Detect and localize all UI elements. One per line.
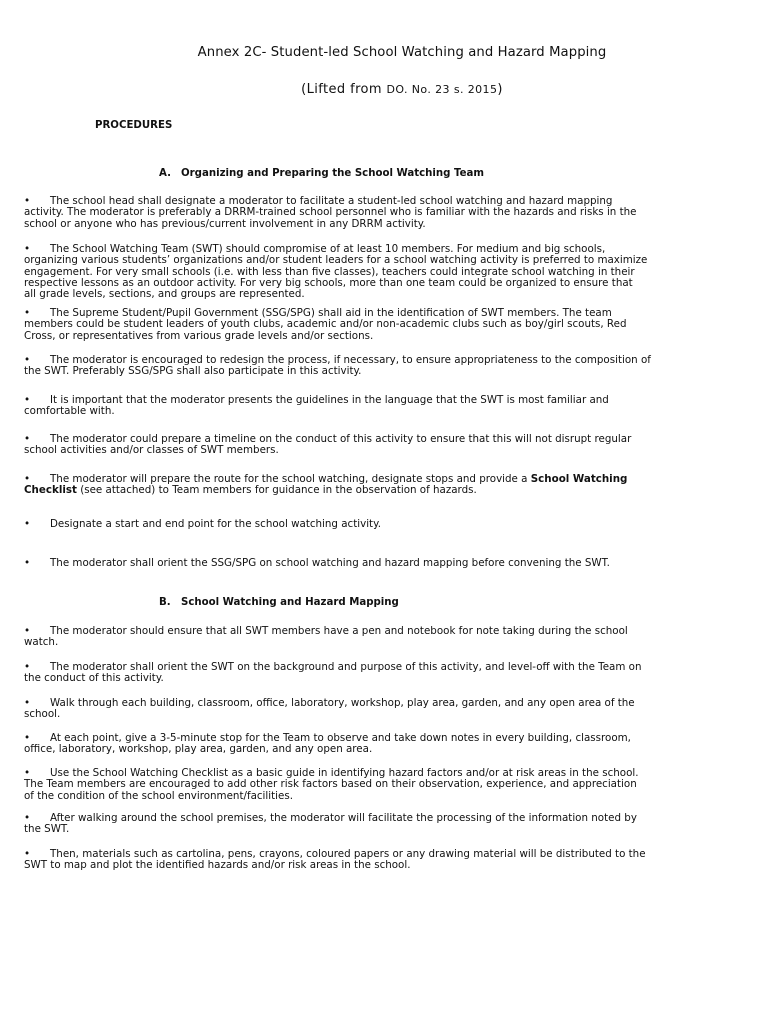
item-text: Cross, or representatives from various grade levels and/or sections. <box>24 329 374 342</box>
list-item <box>24 196 720 230</box>
bullet-icon: • <box>24 243 31 255</box>
section-b-heading <box>159 597 399 608</box>
item-text: activity. The moderator is preferably a DRRM-trained school personnel who is familiar with the hazards and risks in the <box>24 206 637 219</box>
item-text: Use the School Watching Checklist as a basic guide in identifying hazard factors and/or at risk areas in the school. <box>50 767 639 779</box>
section-a-title: Organizing and Preparing the School Watching Team <box>181 168 484 179</box>
item-text: The moderator will prepare the route for the school watching, designate stops and provide a <box>50 473 531 485</box>
list-item <box>24 733 720 756</box>
item-text: (see attached) to Team members for guidance in the observation of hazards. <box>76 484 477 497</box>
item-text: members could be student leaders of youth clubs, academic and/or non-academic clubs such as boy/girl scouts, Red <box>24 318 627 331</box>
item-text: The School Watching Team (SWT) should compromise of at least 10 members. For medium and big schools, <box>50 243 606 255</box>
bullet-icon: • <box>24 433 31 445</box>
item-text: SWT to map and plot the identified hazards and/or risk areas in the school. <box>24 859 411 872</box>
list-item <box>24 849 720 872</box>
document-title: Annex 2C- Student-led School Watching and Hazard Mapping <box>197 45 607 60</box>
bullet-icon: • <box>24 732 31 744</box>
item-text: school or anyone who has previous/current involvement in any DRRM activity. <box>24 217 426 230</box>
item-text: The school head shall designate a moderator to facilitate a student-led school watching and hazard mapping <box>50 195 613 207</box>
item-text: After walking around the school premises, the moderator will facilitate the processing of the information noted by <box>50 812 637 824</box>
subtitle-order: DO. No. 23 s. 2015 <box>386 83 498 96</box>
bullet-icon: • <box>24 848 31 860</box>
list-item <box>24 519 720 530</box>
item-text: Walk through each building, classroom, office, laboratory, workshop, play area, garden, and any open area of the <box>50 697 635 709</box>
bullet-icon: • <box>24 767 31 779</box>
subtitle-open: (Lifted from <box>301 82 387 97</box>
item-text: engagement. For very small schools (i.e. with less than five classes), teachers could integrate school watching in their <box>24 265 635 278</box>
section-a-letter: A. <box>159 168 171 179</box>
item-text: all grade levels, sections, and groups are represented. <box>24 288 305 301</box>
checklist-emphasis: Checklist <box>24 484 77 497</box>
list-item <box>24 308 720 342</box>
bullet-icon: • <box>24 473 31 485</box>
item-text: of the condition of the school environment/facilities. <box>24 789 294 802</box>
list-item <box>24 662 720 685</box>
item-text: The moderator should ensure that all SWT members have a pen and notebook for note taking during the school <box>50 625 628 637</box>
list-item <box>24 474 720 497</box>
bullet-icon: • <box>24 557 31 569</box>
item-text: It is important that the moderator presents the guidelines in the language that the SWT is most familiar and <box>50 394 609 406</box>
item-text: office, laboratory, workshop, play area, garden, and any open area. <box>24 743 373 756</box>
bullet-icon: • <box>24 518 31 530</box>
section-b-letter: B. <box>159 597 171 608</box>
list-item <box>24 355 720 378</box>
bullet-icon: • <box>24 697 31 709</box>
bullet-icon: • <box>24 661 31 673</box>
list-item <box>24 395 720 418</box>
bullet-icon: • <box>24 354 31 366</box>
bullet-icon: • <box>24 625 31 637</box>
checklist-emphasis: School Watching <box>530 473 628 485</box>
item-text: the conduct of this activity. <box>24 672 164 685</box>
item-text: the SWT. <box>24 823 70 836</box>
bullet-icon: • <box>24 812 31 824</box>
bullet-icon: • <box>24 394 31 406</box>
list-item <box>24 626 720 649</box>
list-item <box>24 768 720 802</box>
item-text: The moderator could prepare a timeline on the conduct of this activity to ensure that this will not disrupt regular <box>50 433 632 445</box>
item-text: organizing various students’ organizations and/or student leaders for a school watching activity is preferred to maximize <box>24 254 648 267</box>
list-item <box>24 558 720 569</box>
item-text: The Team members are encouraged to add other risk factors based on their observation, experience, and appreciation <box>24 778 637 791</box>
procedures-heading: PROCEDURES <box>95 120 173 131</box>
item-text: school. <box>24 708 61 721</box>
document-subtitle <box>0 82 768 97</box>
item-text: Then, materials such as cartolina, pens, crayons, coloured papers or any drawing material will be distributed to the <box>50 848 646 860</box>
item-text: At each point, give a 3-5-minute stop for the Team to observe and take down notes in every building, classroom, <box>50 732 631 744</box>
bullet-icon: • <box>24 195 31 207</box>
item-text: The Supreme Student/Pupil Government (SSG/SPG) shall aid in the identification of SWT members. The team <box>50 307 612 319</box>
item-text: school activities and/or classes of SWT members. <box>24 444 279 457</box>
list-item <box>24 244 720 300</box>
item-text: The moderator shall orient the SSG/SPG on school watching and hazard mapping before convening the SWT. <box>50 557 610 569</box>
item-text: The moderator is encouraged to redesign the process, if necessary, to ensure appropriateness to the composition of <box>50 354 651 366</box>
item-text: Designate a start and end point for the school watching activity. <box>50 518 381 530</box>
list-item <box>24 434 720 457</box>
section-b-title: School Watching and Hazard Mapping <box>181 597 399 608</box>
subtitle-close: ) <box>497 82 503 97</box>
item-text: The moderator shall orient the SWT on the background and purpose of this activity, and level-off with the Team on <box>50 661 642 673</box>
list-item <box>24 813 720 836</box>
item-text: the SWT. Preferably SSG/SPG shall also participate in this activity. <box>24 365 362 378</box>
bullet-icon: • <box>24 307 31 319</box>
item-text: respective lessons as an outdoor activity. For very big schools, more than one team could be organized to ensure that <box>24 276 633 289</box>
list-item <box>24 698 720 721</box>
section-a-heading <box>159 168 484 179</box>
item-text: comfortable with. <box>24 405 115 418</box>
item-text: watch. <box>24 636 59 649</box>
